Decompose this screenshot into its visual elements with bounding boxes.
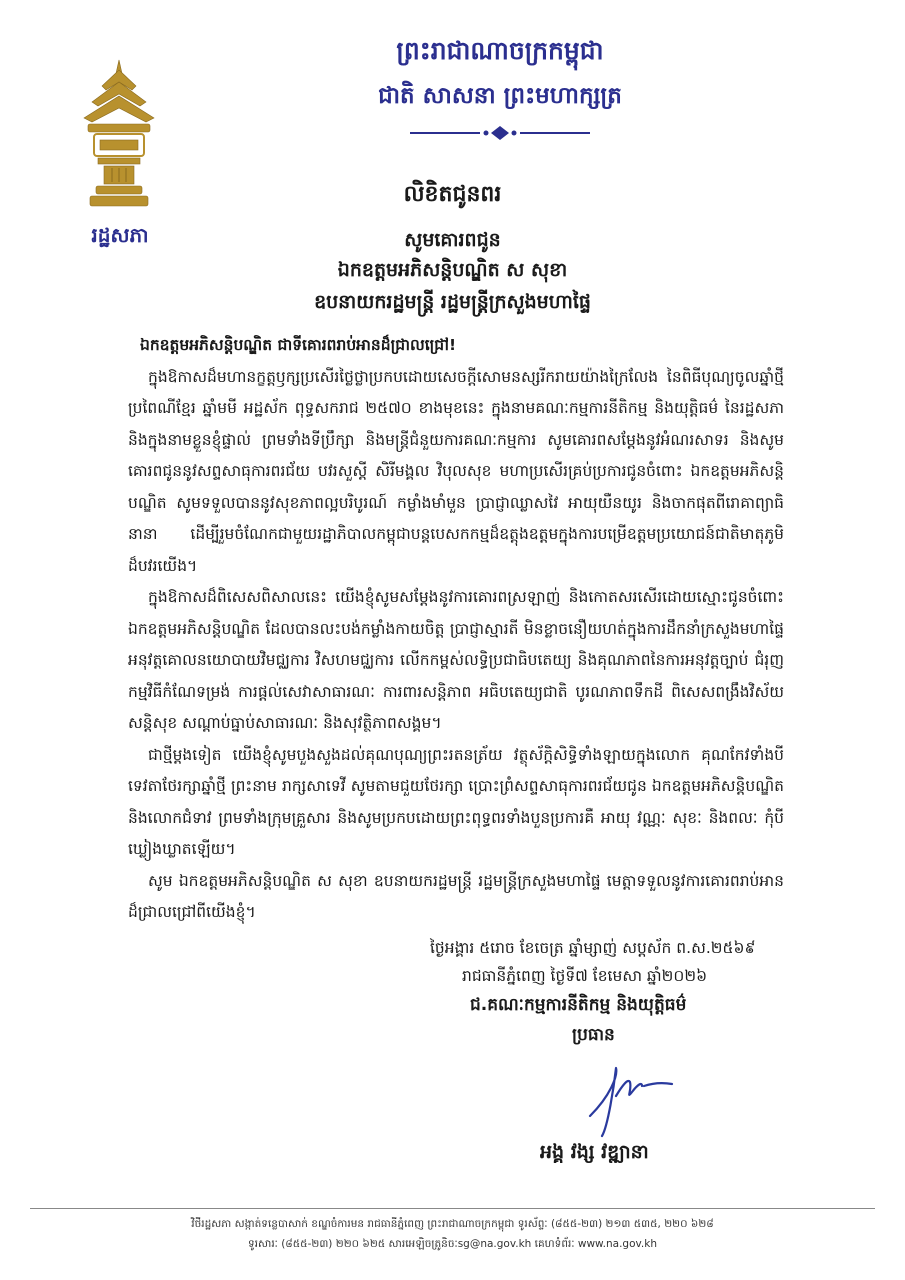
body-paragraph-3: ជាថ្មីម្តងទៀត យើងខ្ញុំសូមបួងសួងដល់គុណបុណ្យព្រះរតនត្រ័យ វត្ថុស័ក្តិសិទ្ធិទាំងឡាយក្នុងលោក គុណកែវទាំងបី ទេវតាថែរក្សាឆ្នាំថ្មី ព្រះនាម រាក្សសាទេវី សូមតាមជួយថែរក្សា ប្រោះព្រំសព្ទសាធុការពរជ័យជូន ឯកឧត្តមអភិសន្តិបណ្ឌិត និងលោកជំទាវ ព្រមទាំងក្រុមគ្រួសារ និងសូមប្រកបដោយព្រះពុទ្ធពរទាំងបួនប្រការគឺ អាយុ វណ្ណៈ សុខៈ និងពលៈ កុំបីឃ្លៀងឃ្លាតឡើយ។ (128, 745, 784, 858)
national-motto: ជាតិ សាសនា ព្រះមហាក្សត្រ (378, 83, 622, 109)
footer-address: វិថីរដ្ឋសភា សង្កាត់ទន្លេបាសាក់ ខណ្ឌចំការមន រាជធានីភ្នំពេញ ព្រះរាជាណាចក្រកម្ពុជា ទូរស័ព្ទៈ (៨៥៥-២៣) ២១៣ ៥៣៥, ២២០ ៦២៨ (191, 1218, 714, 1230)
body-paragraph-2: ក្នុងឱកាសដ៏ពិសេសពិសាលនេះ យើងខ្ញុំសូមសម្តែងនូវការគោរពស្រឡាញ់ និងកោតសរសើរដោយស្មោះជូនចំពោះ ឯកឧត្តមអភិសន្តិបណ្ឌិត ដែលបានលះបង់កម្លាំងកាយចិត្ត ប្រាជ្ញាស្មារតី មិនខ្លាចនឿយហត់ក្នុងការដឹកនាំក្រសួងមហាផ្ទៃអនុវត្តគោលនយោបាយវិមជ្ឈការ វិសហមជ្ឈការ លើកកម្ពស់លទ្ធិប្រជាធិបតេយ្យ និងគុណភាពនៃការអនុវត្តច្បាប់ ជំរុញកម្មវិធីកំណែទម្រង់ ការផ្តល់សេវាសាធារណៈ ការពារសន្តិភាព អធិបតេយ្យជាតិ បូរណភាពទឹកដី ពិសេសពង្រឹងវិស័យសន្តិសុខ សណ្តាប់ធ្នាប់សាធារណៈ និងសុវត្ថិភាពសង្គម។ (128, 588, 784, 732)
document-title: លិខិតជូនពរ (403, 182, 502, 207)
respectfully-line: សូមគោរពជូន (404, 229, 501, 251)
place-date: រាជធានីភ្នំពេញ ថ្ងៃទី៧ ខែមេសា ឆ្នាំ២០២៦ (462, 967, 708, 985)
ornament-divider-icon (410, 125, 590, 141)
signer-name: អង្គ វង្ស វឌ្ឍានា (540, 1141, 649, 1163)
committee-name: ជ.គណៈកម្មការនីតិកម្ម និងយុត្តិធម៌ (470, 995, 687, 1015)
body-paragraph-4: សូម ឯកឧត្តមអភិសន្តិបណ្ឌិត ស សុខា ឧបនាយករដ្ឋមន្ត្រី រដ្ឋមន្ត្រីក្រសួងមហាផ្ទៃ មេត្តាទទួលនូវការគោរពរាប់អានដ៏ជ្រាលជ្រៅពីយើងខ្ញុំ។ (128, 871, 784, 921)
lunar-date: ថ្ងៃអង្គារ ៥រោច ខែចេត្រ ឆ្នាំម្សាញ់ សប្តស័ក ព.ស.២៥៦៩ (430, 939, 756, 957)
letter-body (128, 330, 784, 929)
footer-contact: ទូរសារៈ (៨៥៥-២៣) ២២០ ៦២៥ សារអេឡិចត្រូនិចៈsg@na.gov.kh គេហទំព័រៈ www.na.gov.kh (248, 1238, 657, 1250)
handwritten-signature-icon (580, 1056, 700, 1146)
body-paragraph-1: ក្នុងឱកាសដ៏មហានក្ខត្តឫក្សប្រសើរថ្លៃថ្លាប្រកបដោយសេចក្តីសោមនស្សរីករាយយ៉ាងក្រៃលែង នៃពិធីបុណ្យចូលឆ្នាំថ្មី ប្រពៃណីខ្មែរ ឆ្នាំមមី អដ្ឋស័ក ពុទ្ធសករាជ ២៥៧០ ខាងមុខនេះ ក្នុងនាមគណៈកម្មការនីតិកម្ម និងយុត្តិធម៌ នៃរដ្ឋសភា និងក្នុងនាមខ្លួនខ្ញុំផ្ទាល់ ព្រមទាំងទីប្រឹក្សា និងមន្ត្រីជំនួយការគណៈកម្មការ សូមគោរពសម្តែងនូវអំណរសាទរ និងសូមគោរពជូននូវសព្ទសាធុការពរជ័យ បវរសួស្តី សិរីមង្គល វិបុលសុខ មហាប្រសើរគ្រប់ប្រការជូនចំពោះ ឯកឧត្តមអភិសន្តិបណ្ឌិត សូមទទួលបាននូវសុខភាពល្អបរិបូរណ៍ កម្លាំងមាំមួន ប្រាជ្ញាឈ្លាសវៃ អាយុយឺនយូរ និងចាកផុតពីរោគាព្យាធិនានា ដើម្បីរួមចំណែកជាមួយរដ្ឋាភិបាលកម្ពុជាបន្តបេសកកម្មដ៏ឧត្តុងឧត្តមក្នុងការបម្រើឧត្តមប្រយោជន៍ជាតិមាតុភូមិដ៏បវរយើង។ (128, 367, 784, 575)
recipient-name: ឯកឧត្តមអភិសន្តិបណ្ឌិត ស សុខា (337, 259, 568, 281)
footer-divider (30, 1208, 875, 1209)
kingdom-heading: ព្រះរាជាណាចក្រកម្ពុជា (396, 36, 604, 65)
signer-role: ប្រធាន (572, 1025, 615, 1045)
emblem-label: រដ្ឋសភា (91, 223, 149, 247)
salutation: ឯកឧត្តមអភិសន្តិបណ្ឌិត ជាទីគោរពរាប់អានដ៏ជ្រាលជ្រៅ! (140, 336, 457, 354)
recipient-position: ឧបនាយករដ្ឋមន្ត្រី រដ្ឋមន្ត្រីក្រសួងមហាផ្ទៃ (314, 291, 591, 313)
